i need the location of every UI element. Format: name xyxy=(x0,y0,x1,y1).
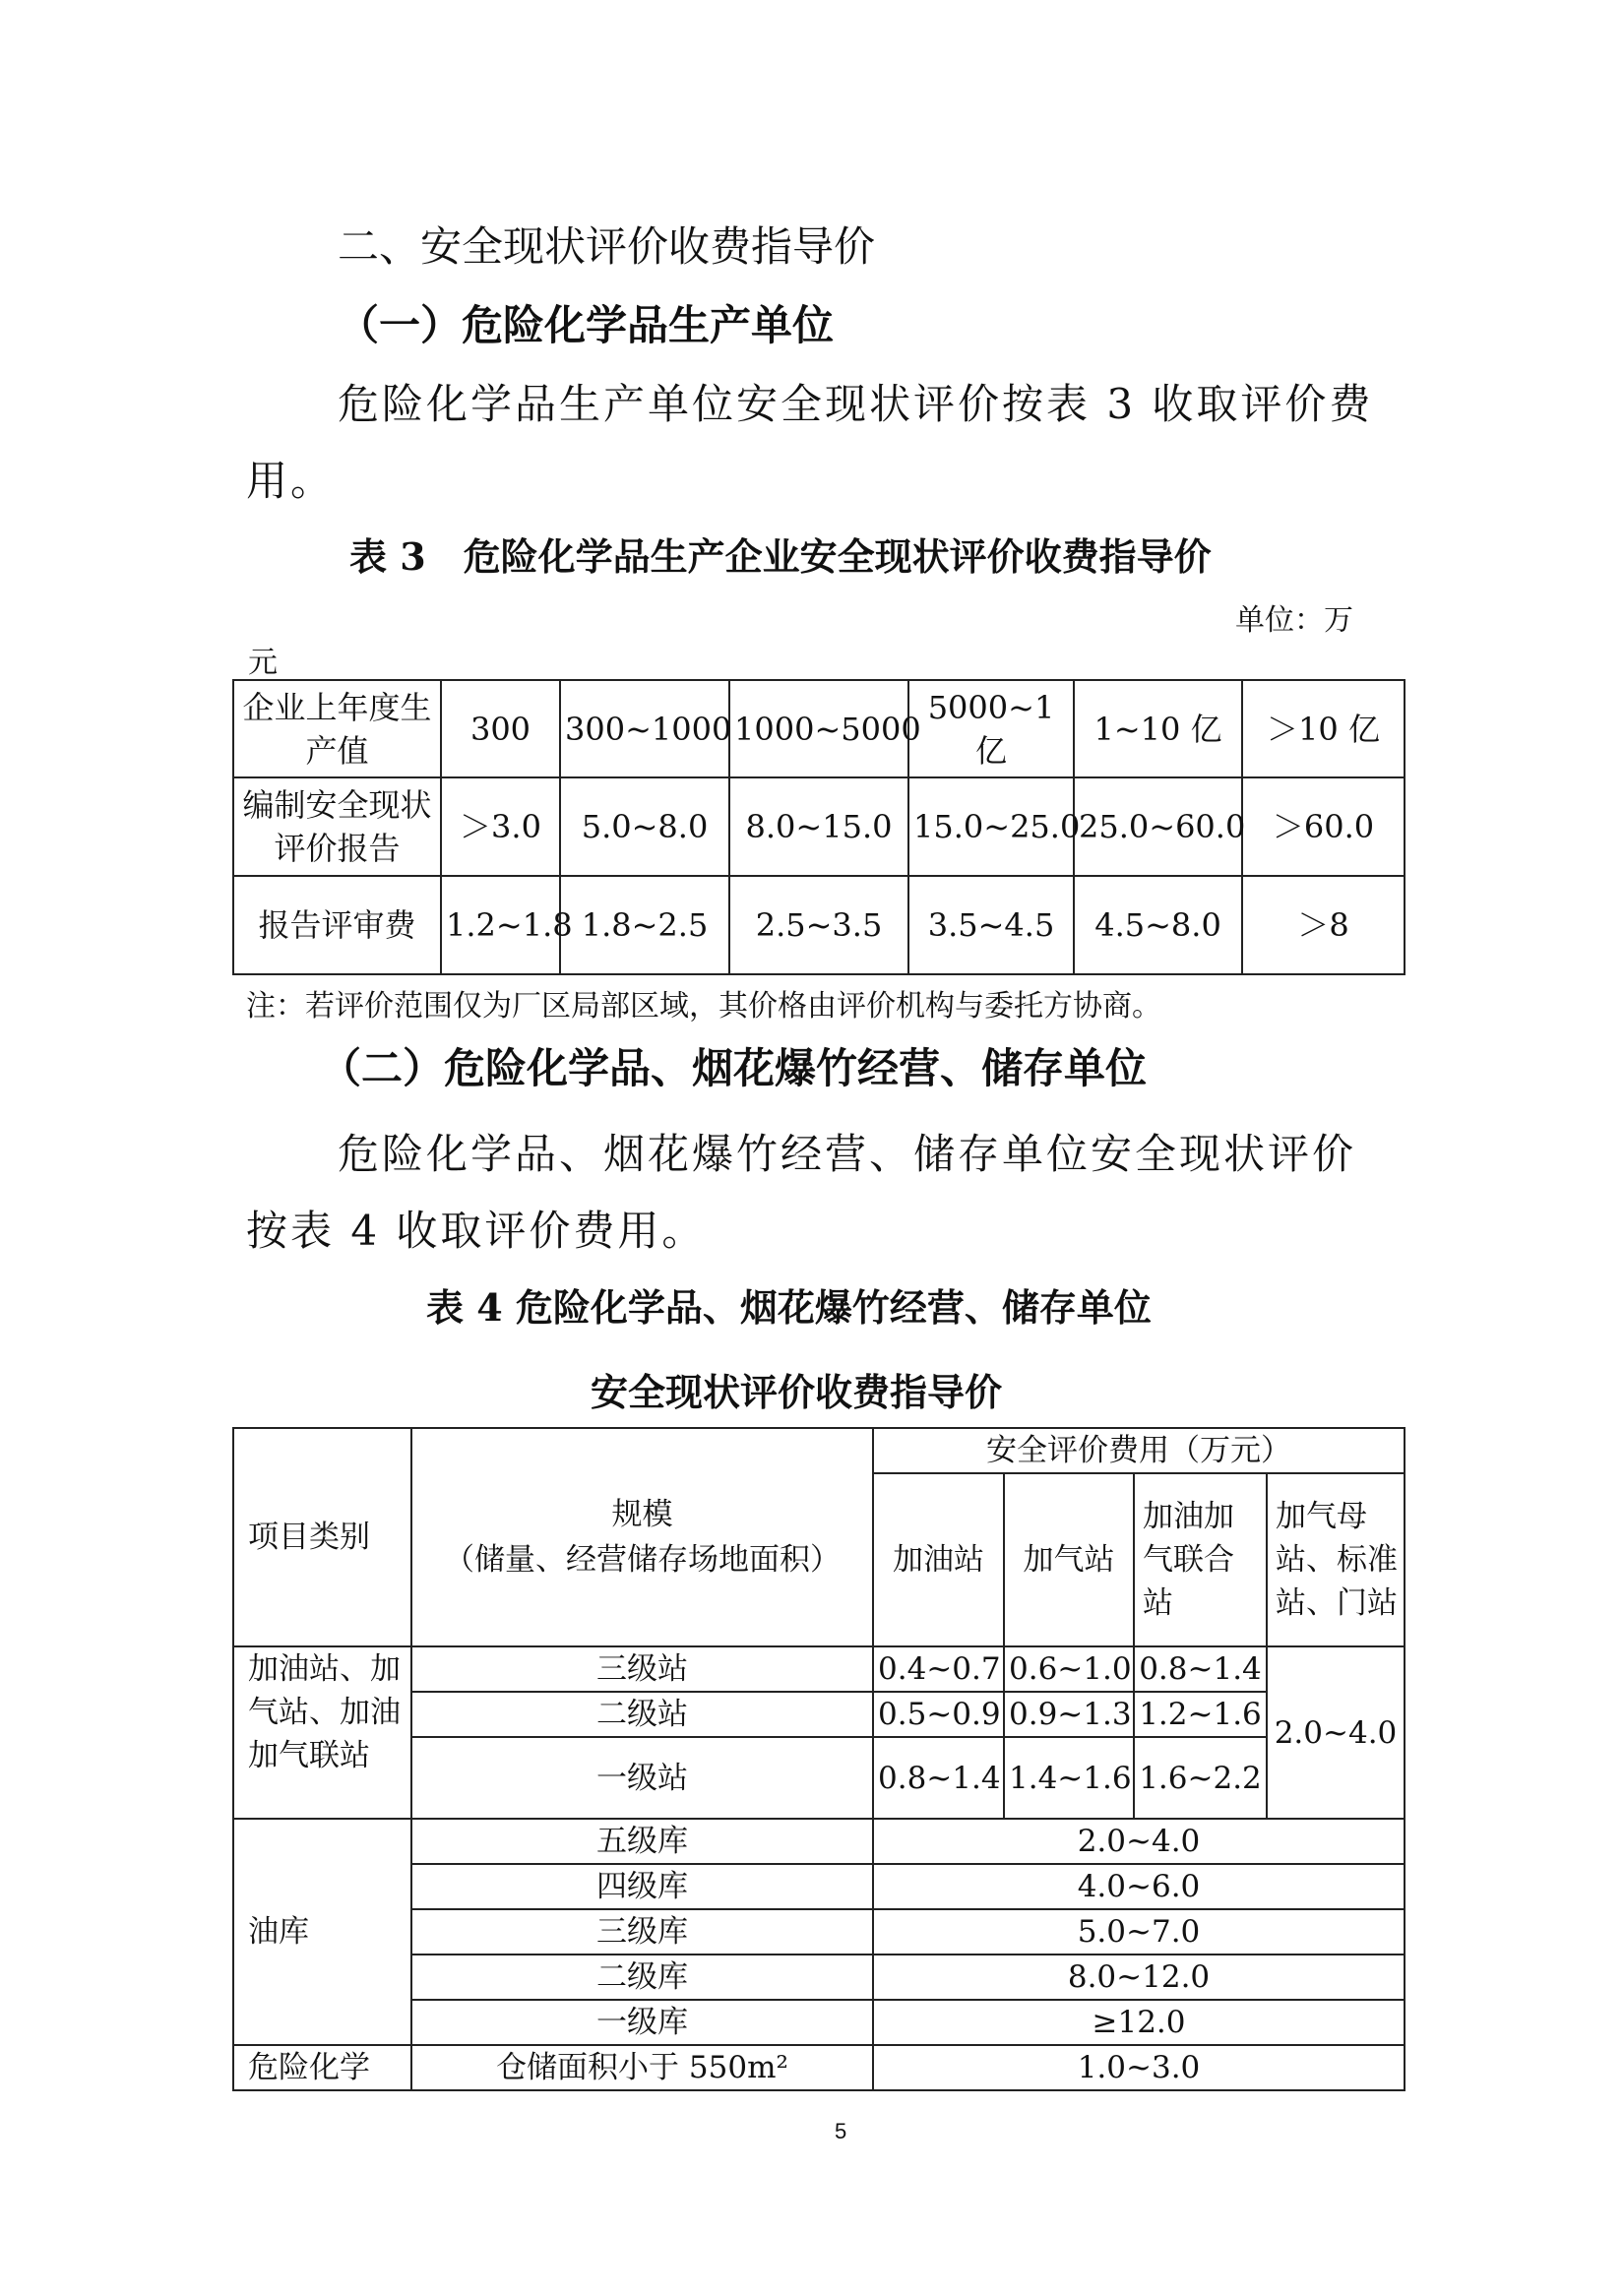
table3-cell: 1.2~1.8 xyxy=(441,876,560,974)
table4-fee-cell: 0.8~1.4 xyxy=(1134,1646,1267,1692)
table3-cell: ＞8 xyxy=(1242,876,1405,974)
paragraph-1-line-1: 危险化学品生产单位安全现状评价按表 3 收取评价费 xyxy=(338,380,1374,428)
table3-row xyxy=(233,876,1405,974)
table3-cell: 300~1000 xyxy=(560,680,729,777)
table4-fee-cell: 1.0~3.0 xyxy=(873,2045,1405,2090)
table3-cell: 4.5~8.0 xyxy=(1074,876,1242,974)
table4-scale-cell: 仓储面积小于 550m² xyxy=(411,2045,873,2090)
table3-cell: 1~10 亿 xyxy=(1074,680,1242,777)
table4-header-fee-col: 加油站 xyxy=(873,1473,1004,1646)
table3-cell: 5000~1亿 xyxy=(908,680,1074,777)
table3-cell: ＞3.0 xyxy=(441,777,560,876)
table4-fee-cell: 0.6~1.0 xyxy=(1004,1646,1134,1692)
table3-note: 注：若评价范围仅为厂区局部区域，其价格由评价机构与委托方协商。 xyxy=(246,989,1161,1024)
table4-scale-cell: 四级库 xyxy=(411,1864,873,1909)
table4-fee-cell: ≥12.0 xyxy=(873,2000,1405,2045)
table4-scale-cell: 二级站 xyxy=(411,1692,873,1737)
table4-header-row xyxy=(233,1428,1405,1473)
table4-fee-cell: 4.0~6.0 xyxy=(873,1864,1405,1909)
paragraph-1-line-2: 用。 xyxy=(246,457,336,505)
table4-fee-cell: 8.0~12.0 xyxy=(873,1955,1405,2000)
subsection-heading-1: （一）危险化学品生产单位 xyxy=(338,301,835,349)
table3-cell: ＞10 亿 xyxy=(1242,680,1405,777)
table3-cell: 3.5~4.5 xyxy=(908,876,1074,974)
table4-scale-cell: 二级库 xyxy=(411,1955,873,2000)
table4-fee-cell: 2.0~4.0 xyxy=(873,1819,1405,1864)
table3-cell: 报告评审费 xyxy=(233,876,441,974)
table3-row xyxy=(233,680,1405,777)
paragraph-2-line-1: 危险化学品、烟花爆竹经营、储存单位安全现状评价 xyxy=(338,1130,1357,1178)
table4-scale-cell: 一级库 xyxy=(411,2000,873,2045)
table3-cell: 编制安全现状评价报告 xyxy=(233,777,441,876)
subsection-heading-2: （二）危险化学品、烟花爆竹经营、储存单位 xyxy=(320,1044,1148,1092)
table3-unit-line-2: 元 xyxy=(248,646,278,680)
table4-fee-cell: 1.4~1.6 xyxy=(1004,1737,1134,1819)
table4-scale-cell: 五级库 xyxy=(411,1819,873,1864)
table4-header-fee-col: 加气站 xyxy=(1004,1473,1134,1646)
table4-fee-cell: 0.8~1.4 xyxy=(873,1737,1004,1819)
table4 xyxy=(232,1427,1405,2091)
table3-cell: 300 xyxy=(441,680,560,777)
table4-fee-cell: 1.6~2.2 xyxy=(1134,1737,1267,1819)
section-heading: 二、安全现状评价收费指导价 xyxy=(338,222,876,271)
table4-scale-cell: 三级站 xyxy=(411,1646,873,1692)
table3-cell: 5.0~8.0 xyxy=(560,777,729,876)
table4-fee-cell: 0.9~1.3 xyxy=(1004,1692,1134,1737)
table4-station-group-label: 加油站、加气站、加油加气联站 xyxy=(233,1646,411,1819)
table4-fee-cell: 1.2~1.6 xyxy=(1134,1692,1267,1737)
table4-fee-cell: 0.4~0.7 xyxy=(873,1646,1004,1692)
table3-cell: 企业上年度生产值 xyxy=(233,680,441,777)
table4-mother-station-fee: 2.0~4.0 xyxy=(1267,1646,1405,1819)
table4-header-scale: 规模 （储量、经营储存场地面积） xyxy=(411,1428,873,1646)
table3-cell: 25.0~60.0 xyxy=(1074,777,1242,876)
table-row xyxy=(233,2045,1405,2090)
table4-caption-line-1: 表 4 危险化学品、烟花爆竹经营、储存单位 xyxy=(426,1285,1152,1330)
table4-header-fee-group: 安全评价费用（万元） xyxy=(873,1428,1405,1473)
table4-depot-group-label: 油库 xyxy=(233,1819,411,2045)
table4-fee-cell: 5.0~7.0 xyxy=(873,1909,1405,1955)
table3 xyxy=(232,679,1405,975)
table3-cell: 1000~5000 xyxy=(729,680,908,777)
table4-chem-label: 危险化学 xyxy=(233,2045,411,2090)
table4-header-fee-col: 加气母站、标准站、门站 xyxy=(1267,1473,1405,1646)
table4-header-fee-col: 加油加气联合站 xyxy=(1134,1473,1267,1646)
table3-cell: ＞60.0 xyxy=(1242,777,1405,876)
table4-scale-cell: 三级库 xyxy=(411,1909,873,1955)
table3-cell: 1.8~2.5 xyxy=(560,876,729,974)
table3-row xyxy=(233,777,1405,876)
table4-caption-line-2: 安全现状评价收费指导价 xyxy=(591,1370,1003,1414)
page-number: 5 xyxy=(835,2119,847,2143)
table4-fee-cell: 0.5~0.9 xyxy=(873,1692,1004,1737)
table4-header-category: 项目类别 xyxy=(233,1428,411,1646)
table3-cell: 8.0~15.0 xyxy=(729,777,908,876)
table3-unit-line-1: 单位：万 xyxy=(1235,603,1353,638)
table-row xyxy=(233,1646,1405,1692)
table4-scale-cell: 一级站 xyxy=(411,1737,873,1819)
table3-cell: 15.0~25.0 xyxy=(908,777,1074,876)
table3-cell: 2.5~3.5 xyxy=(729,876,908,974)
table-row xyxy=(233,1819,1405,1864)
paragraph-2-line-2: 按表 4 收取评价费用。 xyxy=(246,1207,707,1255)
table3-caption: 表 3 危险化学品生产企业安全现状评价收费指导价 xyxy=(349,534,1212,579)
